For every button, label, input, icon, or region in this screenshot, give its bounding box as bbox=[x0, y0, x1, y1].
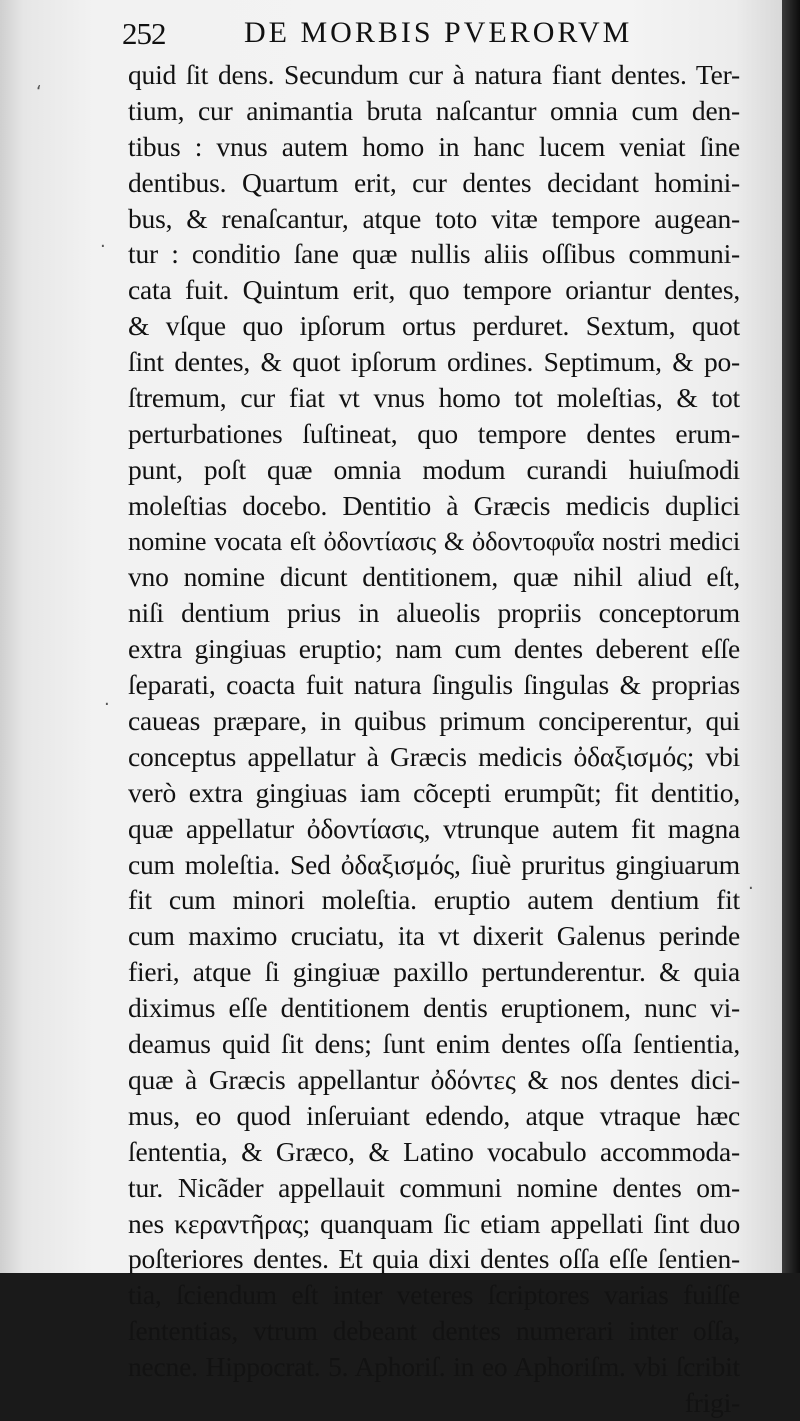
body-text bbox=[128, 57, 740, 1421]
page-edge-shadow bbox=[782, 0, 800, 1273]
text-line: poſteriores dentes. Et quia dixi dentes oſſa eſſe ſentien- bbox=[128, 1243, 740, 1275]
text-line: quæ appellatur ὀδοντίασις, vtrunque autem fit magna bbox=[128, 812, 740, 844]
text-line: quæ à Græcis appellantur ὀδόντες & nos dentes dici- bbox=[128, 1063, 740, 1095]
running-title: DE MORBIS PVERORVM bbox=[244, 16, 633, 49]
page-header bbox=[122, 12, 762, 56]
text-line: vno nomine dicunt dentitionem, quæ nihil aliud eſt, bbox=[128, 561, 740, 593]
text-line: frigi- bbox=[684, 1386, 740, 1418]
page-number: 252 bbox=[122, 16, 166, 51]
text-line: nes κεραντῆρας; quanquam ſic etiam appellati ſint duo bbox=[128, 1207, 740, 1239]
text-line: tibus : vnus autem homo in hanc lucem veniat ſine bbox=[128, 130, 740, 162]
text-line: necne. Hippocrat. 5. Aphoriſ. in eo Aphoriſm. vbi ſcribit bbox=[128, 1351, 740, 1383]
text-line: moleſtias docebo. Dentitio à Græcis medicis duplici bbox=[128, 489, 740, 521]
text-line: cata fuit. Quintum erit, quo tempore oriantur dentes, bbox=[128, 274, 740, 306]
text-line: & vſque quo ipſorum ortus perduret. Sextum, quot bbox=[128, 310, 740, 342]
text-line: ſtremum, cur fiat vt vnus homo tot moleſtias, & tot bbox=[128, 382, 740, 414]
text-line: conceptus appellatur à Græcis medicis ὀδαξισμός; vbi bbox=[128, 740, 740, 772]
text-line: fieri, atque ſi gingiuæ paxillo pertunderentur. & quia bbox=[128, 956, 740, 988]
text-line: diximus eſſe dentitionem dentis eruptionem, nunc vi- bbox=[128, 992, 740, 1024]
margin-mark: · bbox=[748, 878, 754, 899]
text-line: ſeparati, coacta fuit natura ſingulis ſingulas & proprias bbox=[128, 669, 740, 701]
text-line: niſi dentium prius in alueolis propriis conceptorum bbox=[128, 597, 740, 629]
text-line: nomine vocata eſt ὀδοντίασις & ὀδοντοφυΐα nostri medici bbox=[128, 525, 740, 556]
text-line: dentibus. Quartum erit, cur dentes decidant homini- bbox=[128, 166, 740, 198]
text-line: deamus quid ſit dens; ſunt enim dentes oſſa ſentientia, bbox=[128, 1028, 740, 1060]
text-line: bus, & renaſcantur, atque toto vitæ tempore augean- bbox=[128, 202, 740, 234]
text-line: tia, ſciendum eſt inter veteres ſcriptores varias fuiſſe bbox=[128, 1279, 740, 1311]
text-line: tium, cur animantia bruta naſcantur omnia cum den- bbox=[128, 94, 740, 126]
text-line: punt, poſt quæ omnia modum curandi huiuſmodi bbox=[128, 453, 740, 485]
text-line: quid ſit dens. Secundum cur à natura fiant dentes. Ter- bbox=[128, 59, 740, 90]
text-line: tur : conditio ſane quæ nullis aliis oſſibus communi- bbox=[128, 238, 740, 270]
text-line: ſententia, & Græco, & Latino vocabulo accommoda- bbox=[128, 1135, 740, 1167]
text-line: extra gingiuas eruptio; nam cum dentes deberent eſſe bbox=[128, 633, 740, 665]
text-line: ſint dentes, & quot ipſorum ordines. Septimum, & po- bbox=[128, 346, 740, 378]
text-line: tur. Nicãder appellauit communi nomine dentes om- bbox=[128, 1171, 740, 1203]
text-line: ſententias, vtrum debeant dentes numerari inter oſſa, bbox=[128, 1315, 740, 1347]
text-line: cum maximo cruciatu, ita vt dixerit Galenus perinde bbox=[128, 920, 740, 952]
margin-mark: ‘ bbox=[36, 82, 42, 103]
margin-mark: · bbox=[100, 236, 106, 257]
text-line: mus, eo quod inſeruiant edendo, atque vtraque hæc bbox=[128, 1099, 740, 1131]
text-line: caueas præpare, in quibus primum conciperentur, qui bbox=[128, 705, 740, 737]
text-line: cum moleſtia. Sed ὀδαξισμός, ſiuè pruritus gingiuarum bbox=[128, 848, 740, 880]
text-line: fit cum minori moleſtia. eruptio autem dentium fit bbox=[128, 884, 740, 916]
text-line: verò extra gingiuas iam cõcepti erumpũt; fit dentitio, bbox=[128, 776, 740, 808]
margin-mark: · bbox=[104, 694, 110, 715]
text-line: perturbationes ſuſtineat, quo tempore dentes erum- bbox=[128, 417, 740, 449]
